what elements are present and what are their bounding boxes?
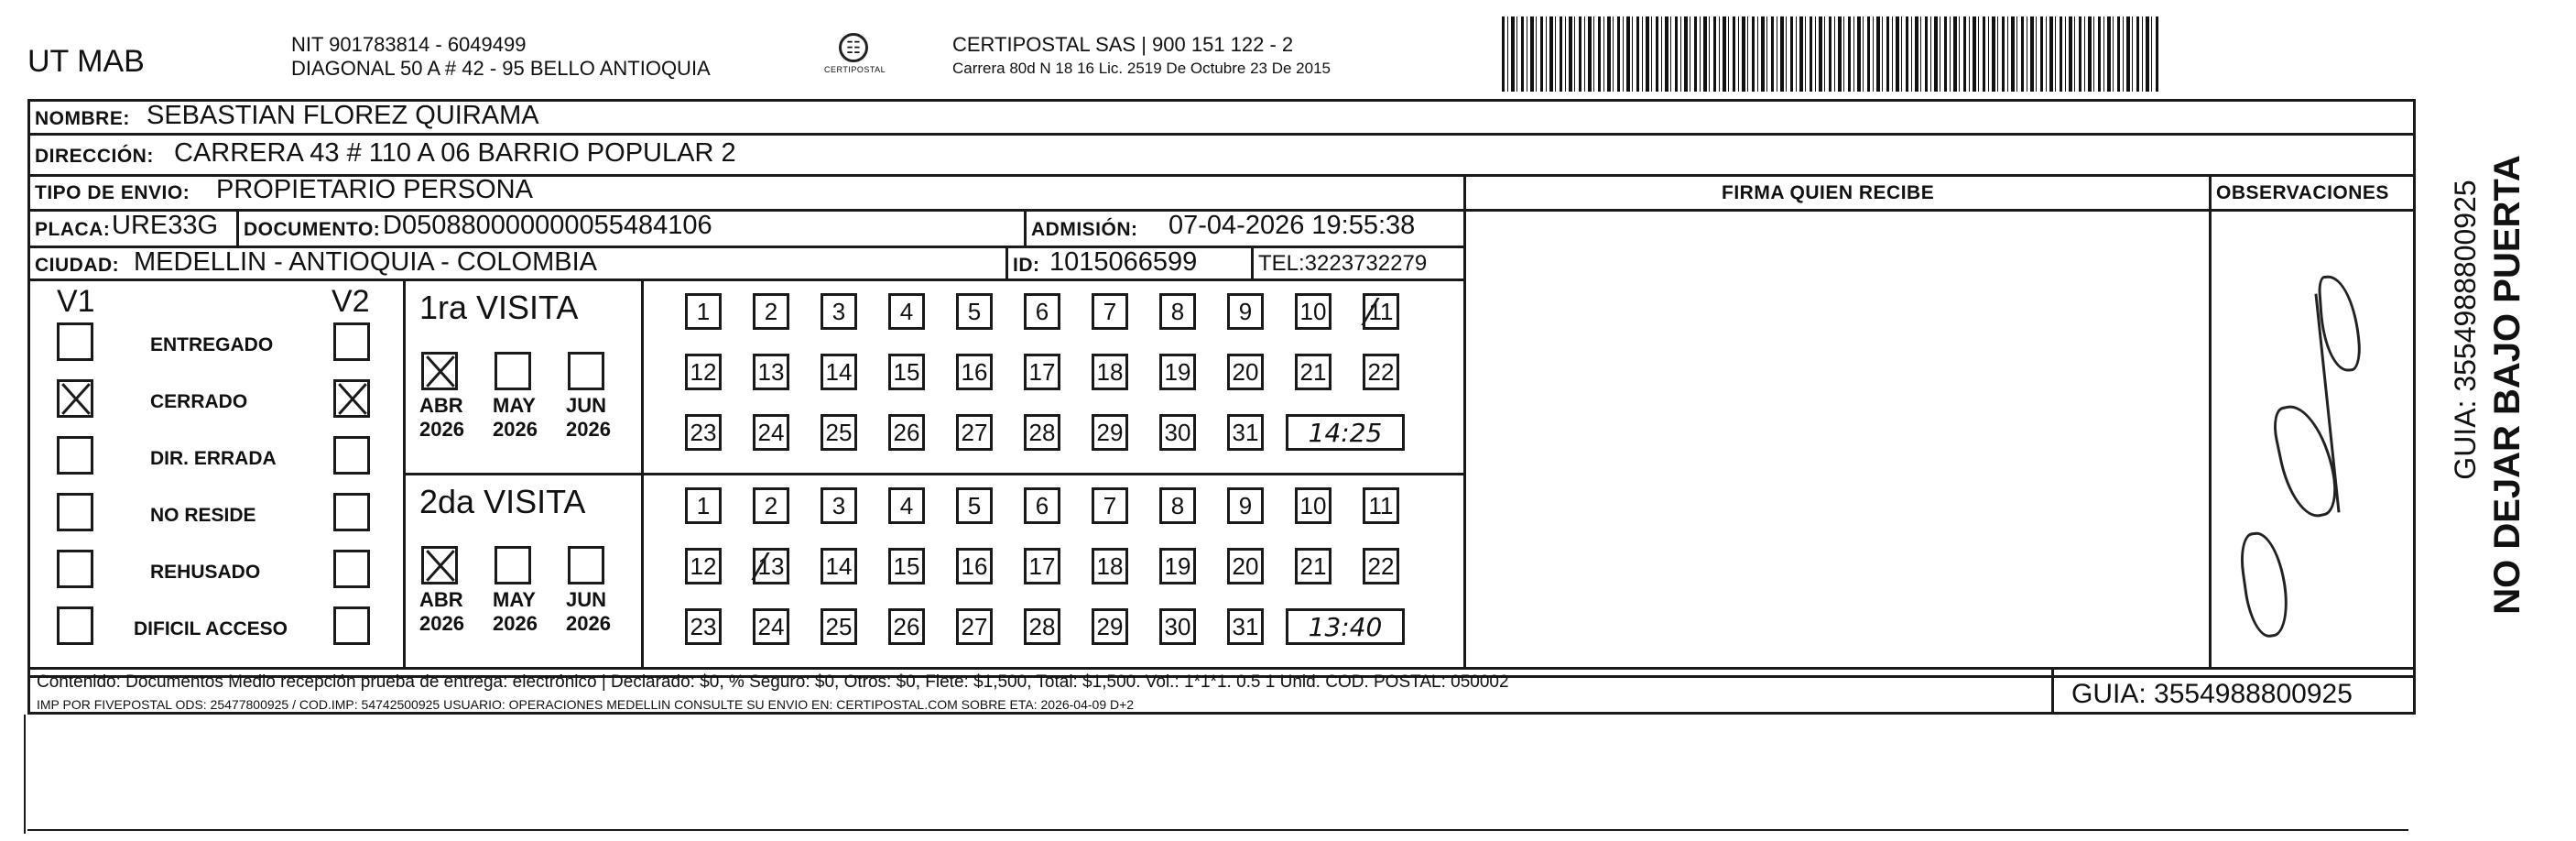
- day-box[interactable]: 23: [685, 414, 722, 451]
- day-box[interactable]: 23: [685, 608, 722, 645]
- month-name: MAY: [493, 394, 536, 417]
- side-guia: GUIA: 3554988800925: [2449, 180, 2482, 480]
- month-name: ABR: [419, 394, 463, 417]
- month-checkbox[interactable]: [568, 546, 604, 584]
- status-label: ENTREGADO: [150, 334, 274, 355]
- day-box[interactable]: 20: [1227, 354, 1264, 390]
- day-box[interactable]: 26: [888, 608, 925, 645]
- day-box[interactable]: 5: [956, 293, 993, 330]
- nombre-value: SEBASTIAN FLOREZ QUIRAMA: [147, 101, 539, 130]
- month-year: 2026: [493, 612, 538, 635]
- footer-impresion: IMP POR FIVEPOSTAL ODS: 25477800925 / COD.IMP: 54742500925 USUARIO: OPERACIONES MEDELLIN CONSULTE SU ENVIO EN: CERTIPOSTAL.COM SOBRE ETA: 2026-04-09 D+2: [37, 697, 1135, 712]
- tel-value: TEL:3223732279: [1258, 251, 1428, 276]
- sender-address: DIAGONAL 50 A # 42 - 95 BELLO ANTIOQUIA: [291, 57, 711, 80]
- v2-label: V2: [332, 284, 370, 319]
- nit: NIT 901783814 - 6049499: [291, 33, 527, 56]
- placa-label: PLACA:: [35, 219, 111, 240]
- day-box[interactable]: 12: [685, 354, 722, 390]
- id-value: 1015066599: [1049, 247, 1198, 277]
- day-box[interactable]: 10: [1295, 293, 1331, 330]
- month-name: MAY: [493, 588, 536, 611]
- day-box[interactable]: 15: [888, 548, 925, 584]
- ciudad-value: MEDELLIN - ANTIOQUIA - COLOMBIA: [134, 247, 597, 277]
- day-box[interactable]: 2: [753, 293, 789, 330]
- day-box[interactable]: 2: [753, 487, 789, 524]
- id-label: ID:: [1013, 255, 1040, 276]
- day-box[interactable]: 11: [1363, 293, 1399, 330]
- logo-icon: ☷: [839, 33, 868, 62]
- month-checkbox[interactable]: [421, 352, 458, 390]
- day-box[interactable]: 22: [1363, 354, 1399, 390]
- v1-checkbox[interactable]: [57, 379, 93, 418]
- day-box[interactable]: 14: [821, 354, 857, 390]
- tipo-envio-value: PROPIETARIO PERSONA: [216, 175, 533, 204]
- day-box[interactable]: 11: [1363, 487, 1399, 524]
- license-info: Carrera 80d N 18 16 Lic. 2519 De Octubre 23 De 2015: [952, 60, 1331, 77]
- month-year: 2026: [566, 612, 611, 635]
- day-box[interactable]: 29: [1092, 608, 1128, 645]
- v1-checkbox[interactable]: [57, 322, 93, 361]
- month-year: 2026: [493, 418, 538, 441]
- month-checkbox[interactable]: [495, 352, 531, 390]
- documento-label: DOCUMENTO:: [244, 219, 381, 240]
- day-box[interactable]: 19: [1159, 354, 1196, 390]
- status-label: CERRADO: [150, 391, 248, 412]
- v2-checkbox[interactable]: [333, 493, 370, 531]
- nombre-label: NOMBRE:: [35, 108, 130, 129]
- day-box[interactable]: 25: [821, 608, 857, 645]
- month-name: JUN: [566, 394, 607, 417]
- visit-title: 1ra VISITA: [419, 289, 579, 326]
- v1-checkbox[interactable]: [57, 606, 93, 645]
- day-box[interactable]: 17: [1024, 548, 1060, 584]
- v2-checkbox[interactable]: [333, 379, 370, 418]
- day-box[interactable]: 1: [685, 293, 722, 330]
- ciudad-label: CIUDAD:: [35, 255, 120, 276]
- day-box[interactable]: 7: [1092, 293, 1128, 330]
- day-box[interactable]: 13: [753, 354, 789, 390]
- placa-value: URE33G: [112, 211, 219, 240]
- direccion-label: DIRECCIÓN:: [35, 146, 154, 167]
- day-box[interactable]: 4: [888, 293, 925, 330]
- direccion-value: CARRERA 43 # 110 A 06 BARRIO POPULAR 2: [174, 138, 736, 168]
- v2-checkbox[interactable]: [333, 322, 370, 361]
- logo-text: CERTIPOSTAL: [824, 65, 886, 74]
- status-label: NO RESIDE: [150, 505, 256, 526]
- month-name: JUN: [566, 588, 607, 611]
- day-box[interactable]: 16: [956, 354, 993, 390]
- month-year: 2026: [566, 418, 611, 441]
- month-checkbox[interactable]: [568, 352, 604, 390]
- day-box[interactable]: 31: [1227, 414, 1264, 451]
- day-box[interactable]: 21: [1295, 548, 1331, 584]
- status-label: DIR. ERRADA: [150, 448, 277, 469]
- admision-label: ADMISIÓN:: [1031, 219, 1138, 240]
- day-box[interactable]: 8: [1159, 293, 1196, 330]
- day-box[interactable]: 27: [956, 608, 993, 645]
- day-box[interactable]: 5: [956, 487, 993, 524]
- status-label: DIFICIL ACCESO: [134, 618, 288, 639]
- day-box[interactable]: 17: [1024, 354, 1060, 390]
- admision-value: 07-04-2026 19:55:38: [1168, 211, 1416, 240]
- day-box[interactable]: 21: [1295, 354, 1331, 390]
- status-label: REHUSADO: [150, 562, 261, 583]
- day-box[interactable]: 4: [888, 487, 925, 524]
- day-box[interactable]: 10: [1295, 487, 1331, 524]
- barcode: [1502, 16, 2159, 92]
- visit-title: 2da VISITA: [419, 483, 586, 520]
- day-box[interactable]: 12: [685, 548, 722, 584]
- v2-checkbox[interactable]: [333, 436, 370, 475]
- visit-time-box[interactable]: 13:40: [1286, 608, 1405, 645]
- day-box[interactable]: 13: [753, 548, 789, 584]
- day-box[interactable]: 25: [821, 414, 857, 451]
- day-box[interactable]: 9: [1227, 487, 1264, 524]
- month-year: 2026: [419, 612, 464, 635]
- day-box[interactable]: 24: [753, 608, 789, 645]
- month-name: ABR: [419, 588, 463, 611]
- day-box[interactable]: 3: [821, 293, 857, 330]
- footer-contenido: Contenido: Documentos Medio recepción prueba de entrega: electrónico | Declarado: $0, % Seguro: $0, Otros: $0, Flete: $1,500, Total: $1,500. Vol.: 1*1*1. 0.5 1 Unid. COD. POSTAL: 050002: [37, 672, 1509, 692]
- certipostal-info: CERTIPOSTAL SAS | 900 151 122 - 2: [952, 33, 1294, 56]
- day-box[interactable]: 24: [753, 414, 789, 451]
- day-box[interactable]: 22: [1363, 548, 1399, 584]
- day-box[interactable]: 7: [1092, 487, 1128, 524]
- month-checkbox[interactable]: [495, 546, 531, 584]
- day-box[interactable]: 27: [956, 414, 993, 451]
- firma-label: FIRMA QUIEN RECIBE: [1722, 182, 1935, 203]
- month-checkbox[interactable]: [421, 546, 458, 584]
- day-box[interactable]: 29: [1092, 414, 1128, 451]
- day-box[interactable]: 1: [685, 487, 722, 524]
- day-box[interactable]: 3: [821, 487, 857, 524]
- day-box[interactable]: 9: [1227, 293, 1264, 330]
- day-box[interactable]: 14: [821, 548, 857, 584]
- handwritten-signature: [2225, 238, 2381, 650]
- month-year: 2026: [419, 418, 464, 441]
- v1-label: V1: [57, 284, 95, 319]
- day-box[interactable]: 19: [1159, 548, 1196, 584]
- day-box[interactable]: 30: [1159, 414, 1196, 451]
- day-box[interactable]: 20: [1227, 548, 1264, 584]
- tipo-envio-label: TIPO DE ENVIO:: [35, 182, 190, 203]
- company-name: UT MAB: [27, 44, 145, 79]
- day-box[interactable]: 26: [888, 414, 925, 451]
- day-box[interactable]: 6: [1024, 487, 1060, 524]
- day-box[interactable]: 30: [1159, 608, 1196, 645]
- v1-checkbox[interactable]: [57, 436, 93, 475]
- v1-checkbox[interactable]: [57, 550, 93, 588]
- observaciones-label: OBSERVACIONES: [2216, 182, 2389, 203]
- footer-guia: GUIA: 3554988800925: [2071, 679, 2353, 709]
- certipostal-logo: [824, 33, 886, 84]
- visit-time-box[interactable]: 14:25: [1286, 414, 1405, 451]
- v2-checkbox[interactable]: [333, 550, 370, 588]
- no-dejar-bajo-puerta: NO DEJAR BAJO PUERTA: [2487, 155, 2527, 615]
- day-box[interactable]: 16: [956, 548, 993, 584]
- v1-checkbox[interactable]: [57, 493, 93, 531]
- day-box[interactable]: 18: [1092, 548, 1128, 584]
- day-box[interactable]: 28: [1024, 414, 1060, 451]
- v2-checkbox[interactable]: [333, 606, 370, 645]
- day-box[interactable]: 15: [888, 354, 925, 390]
- day-box[interactable]: 8: [1159, 487, 1196, 524]
- day-box[interactable]: 28: [1024, 608, 1060, 645]
- day-box[interactable]: 18: [1092, 354, 1128, 390]
- day-box[interactable]: 31: [1227, 608, 1264, 645]
- documento-value: D050880000000055484106: [383, 211, 712, 240]
- day-box[interactable]: 6: [1024, 293, 1060, 330]
